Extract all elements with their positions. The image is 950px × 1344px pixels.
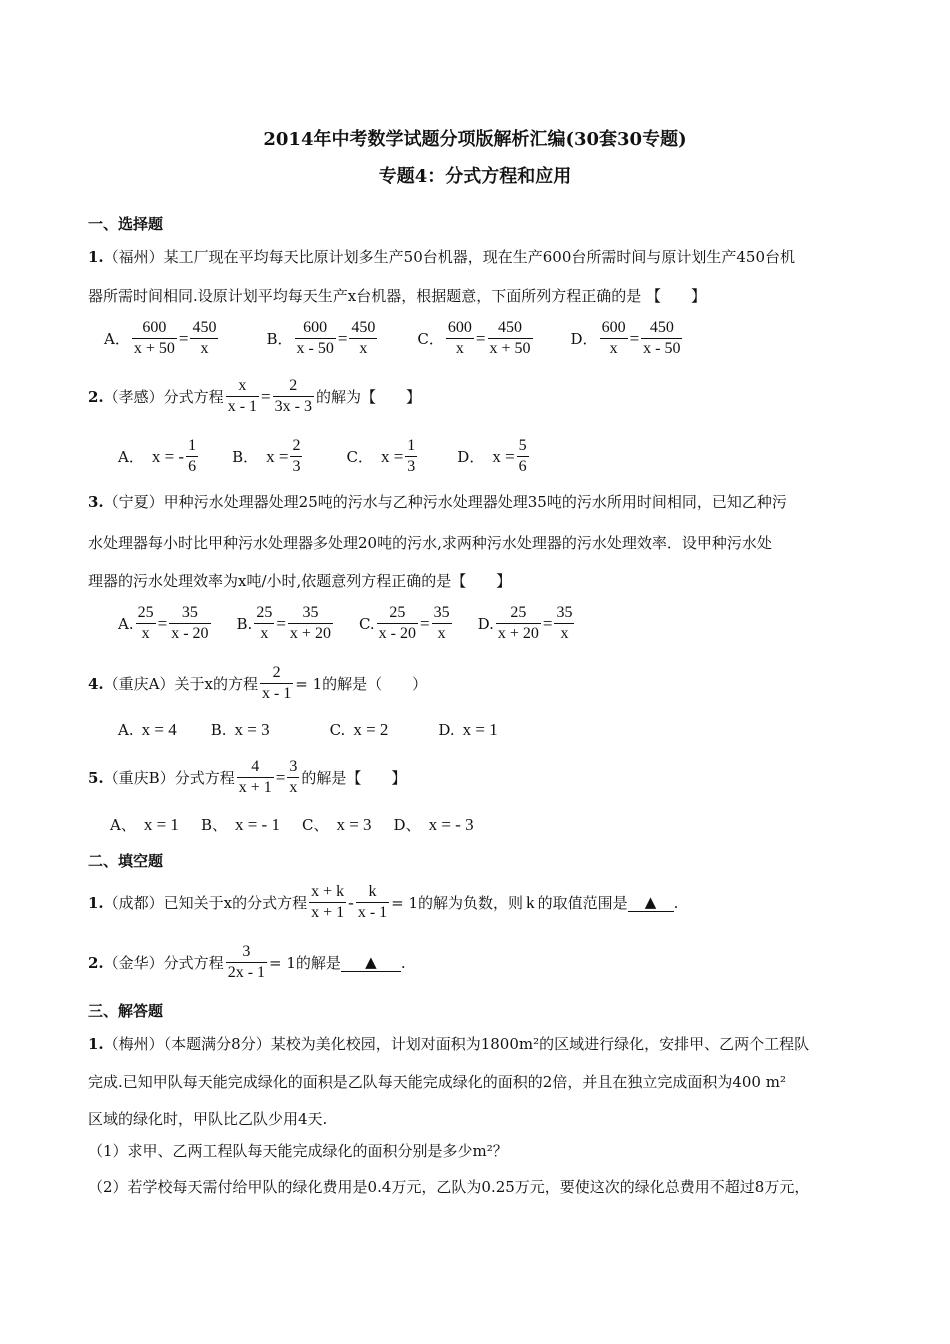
- q3-options: [118, 603, 576, 644]
- q1-number: 1.: [88, 248, 104, 266]
- q3-option-d: D. $\frac{25}{x + 20}$ = $\frac{35}{x}$: [477, 604, 573, 642]
- p1-sub1: （1）求甲、乙两工程队每天能完成绿化的面积分别是多少m²？: [88, 1142, 508, 1160]
- q2-option-c: C． x = $\frac{1}{3}$: [346, 437, 416, 475]
- q1-option-d: D． $\frac{600}{x}$ = $\frac{450}{x - 50}$: [570, 319, 681, 357]
- q3-line1: 3.（宁夏）甲种污水处理器处理25吨的污水与乙种污水处理器处理35吨的污水所用时间相同，已知乙种污: [88, 493, 787, 511]
- q4-option-a: A. x = 4: [118, 720, 177, 739]
- page-title: 2014年中考数学试题分项版解析汇编(30套30专题): [263, 129, 687, 150]
- f1-answer-blank[interactable]: ▲: [628, 893, 674, 912]
- section-fill: 二、填空题: [88, 852, 164, 870]
- q5-option-b: B、 x = - 1: [200, 814, 280, 834]
- q3-text2: 水处理器每小时比甲种污水处理器多处理20吨的污水,求两种污水处理器的污水处理效率．设甲种污水处: [88, 534, 772, 552]
- f2-answer-blank[interactable]: ▲: [341, 953, 401, 972]
- q5-option-a: A、 x = 1: [110, 814, 179, 834]
- q4-option-c: C. x = 2: [329, 720, 389, 739]
- p1-text3: 区域的绿化时，甲队比乙队少用4天.: [88, 1110, 328, 1128]
- q4-options: [118, 720, 498, 740]
- q5-options: [110, 814, 474, 835]
- p1-line1: 1.（梅州）（本题满分8分）某校为美化校园，计划对面积为1800m²的区域进行绿化，安排甲、乙两个工程队: [88, 1035, 810, 1053]
- q1-text2: 器所需时间相同.设原计划平均每天生产x台机器，根据题意，下面所列方程正确的是 【 】: [88, 287, 706, 305]
- q4-option-d: D. x = 1: [438, 720, 498, 739]
- q3-option-a: A. $\frac{25}{x}$ = $\frac{35}{x - 20}$: [118, 604, 209, 642]
- q1-option-b: B． $\frac{600}{x - 50}$ = $\frac{450}{x}$: [266, 319, 376, 357]
- q1-line1: [88, 246, 795, 267]
- q1-text1: （福州）某工厂现在平均每天比原计划多生产50台机器，现在生产600台所需时间与原计划生产450台机: [103, 248, 796, 266]
- q3-option-b: B. $\frac{25}{x}$ = $\frac{35}{x + 20}$: [236, 604, 331, 642]
- q1-options: [104, 318, 684, 359]
- q1-option-a: A． $\frac{600}{x + 50}$ = $\frac{450}{x}$: [104, 319, 217, 357]
- section-solve: 三、解答题: [88, 1002, 164, 1020]
- q5-option-d: D、 x = - 3: [393, 814, 474, 834]
- q2-stem: 2. （孝感）分式方程 $\frac{x}{x - 1}$ = $\frac{2}{3x - 3}$ 的解为【 】: [88, 377, 421, 415]
- p1-text2: 完成.已知甲队每天能完成绿化的面积是乙队每天能完成绿化的面积的2倍，并且在独立完成面积为400 m²: [88, 1073, 786, 1091]
- f2-stem: 2. （金华）分式方程 $\frac{3}{2x - 1}$ = 1的解是 ▲ .: [88, 943, 406, 981]
- q2-options: [118, 436, 531, 477]
- q4-option-b: B. x = 3: [210, 720, 270, 739]
- q3-option-c: C. $\frac{25}{x - 20}$ = $\frac{35}{x}$: [358, 604, 450, 642]
- q4-stem: 4. （重庆A）关于x的方程 $\frac{2}{x - 1}$ = 1的解是（ ）: [88, 664, 428, 702]
- q2-option-a: A． x = - $\frac{1}{6}$: [118, 437, 197, 475]
- q1-option-c: C． $\frac{600}{x}$ = $\frac{450}{x + 50}$: [417, 319, 531, 357]
- q2-option-b: B． x = $\frac{2}{3}$: [232, 437, 301, 475]
- section-choice: 一、选择题: [88, 215, 164, 233]
- f1-stem: 1. （成都）已知关于x的分式方程 $\frac{x + k}{x + 1}$ - $\frac{k}{x - 1}$ = 1的解为负数，则 k 的取值范围是 ▲ .: [88, 883, 679, 921]
- q2-option-d: D． x = $\frac{5}{6}$: [457, 437, 527, 475]
- q5-stem: 5. （重庆B）分式方程 $\frac{4}{x + 1}$ = $\frac{3}{x}$ 的解是【 】: [88, 758, 407, 796]
- page-subtitle: 专题4：分式方程和应用: [378, 166, 572, 187]
- q3-text3: 理器的污水处理效率为x吨/小时,依题意列方程正确的是【 】: [88, 572, 512, 590]
- p1-sub2: （2）若学校每天需付给甲队的绿化费用是0.4万元，乙队为0.25万元，要使这次的绿化总费用不超过8万元，: [88, 1178, 810, 1196]
- q5-option-c: C、 x = 3: [301, 814, 372, 834]
